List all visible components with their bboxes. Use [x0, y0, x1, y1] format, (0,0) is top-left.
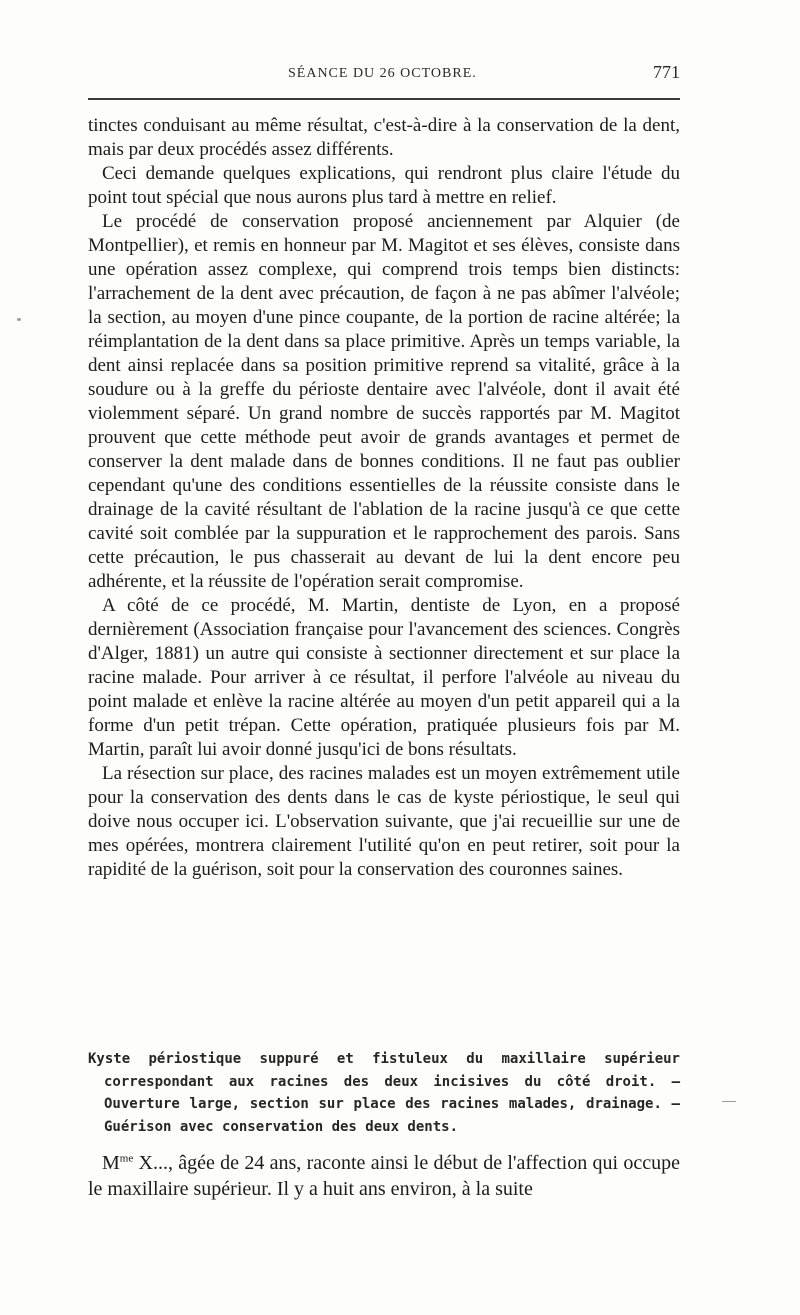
case-title [88, 1048, 680, 1138]
case-paragraph [88, 1150, 680, 1202]
paragraph-resection: La résection sur place, des racines malades est un moyen extrêmement utile pour la conservation des dents dans le cas de kyste périostique, le seul qui doive nous occuper ici. L'observation suivante, que j'ai recueillie sur une de mes opérées, montrera clairement l'utilité qu'on en peut retirer, soit pour la rapidité de la guérison, soit pour la conservation des couronnes saines. [88, 763, 680, 880]
paragraph-continuation: tinctes conduisant au même résultat, c'est-à-dire à la conservation de la dent, mais par deux procédés assez différents. [88, 115, 680, 160]
header-rule [88, 98, 680, 100]
paragraph-martin-procedure: A côté de ce procédé, M. Martin, dentiste de Lyon, en a proposé dernièrement (Association française pour l'avancement des sciences. Congrès d'Alger, 1881) un autre qui consiste à sectionner directement et sur place la racine malade. Pour arriver à ce résultat, il perfore l'alvéole au niveau du point malade et enlève la racine altérée au moyen d'un petit appareil qui a la forme d'un petit trépan. Cette opération, pratiquée plusieurs fois par M. Martin, paraît lui avoir donné jusqu'ici de bons résultats. [88, 595, 680, 760]
paragraph-explanations: Ceci demande quelques explications, qui rendront plus claire l'étude du point tout spécial que nous aurons plus tard à mettre en relief. [88, 163, 680, 208]
case-title-text: Kyste périostique suppuré et fistuleux du maxillaire supérieur correspondant aux racines des deux incisives du côté droit. — Ouverture large, section sur place des racines malades, drainage. — Guérison avec conservation des deux dents. [88, 1051, 680, 1135]
paragraph-alquier-procedure: Le procédé de conservation proposé anciennement par Alquier (de Montpellier), et remis en honneur par M. Magitot et ses élèves, consiste dans une opération assez complexe, qui comprend trois temps bien distincts: l'arrachement de la dent avec précaution, de façon à ne pas abîmer l'alvéole; la section, au moyen d'une pince coupante, de la portion de racine altérée; la réimplantation de la dent dans sa place primitive. Après un temps variable, la dent ainsi replacée dans sa position primitive reprend sa vitalité, grâce à la soudure ou à la greffe du périoste dentaire avec l'alvéole, dont il avait été violemment séparé. Un grand nombre de succès rapportés par M. Magitot prouvent que cette méthode peut avoir de grands avantages et permet de conserver la dent malade dans de bonnes conditions. Il ne faut pas oublier cependant qu'une des conditions essentielles de la réussite consiste dans le drainage de la cavité résultant de l'ablation de la racine jusqu'à ce que cette cavité soit comblée par la suppuration et le rapprochement des parois. Sans cette précaution, le pus chasserait au devant de lui la dent encore peu adhérente, et la réussite de l'opération serait compromise. [88, 211, 680, 592]
paper-speck [17, 318, 21, 321]
page-number: 771 [653, 62, 680, 82]
case-text: X..., âgée de 24 ans, raconte ainsi le début de l'affection qui occupe le maxillaire supérieur. Il y a huit ans environ, à la suite [88, 1152, 680, 1200]
page-header [88, 62, 680, 86]
body-text [88, 114, 680, 882]
running-head: SÉANCE DU 26 OCTOBRE. [288, 66, 477, 81]
case-abbrev: M [102, 1152, 120, 1174]
case-abbrev-superscript: me [119, 1152, 134, 1165]
case-body [88, 1150, 680, 1202]
paper-speck [722, 1101, 736, 1102]
